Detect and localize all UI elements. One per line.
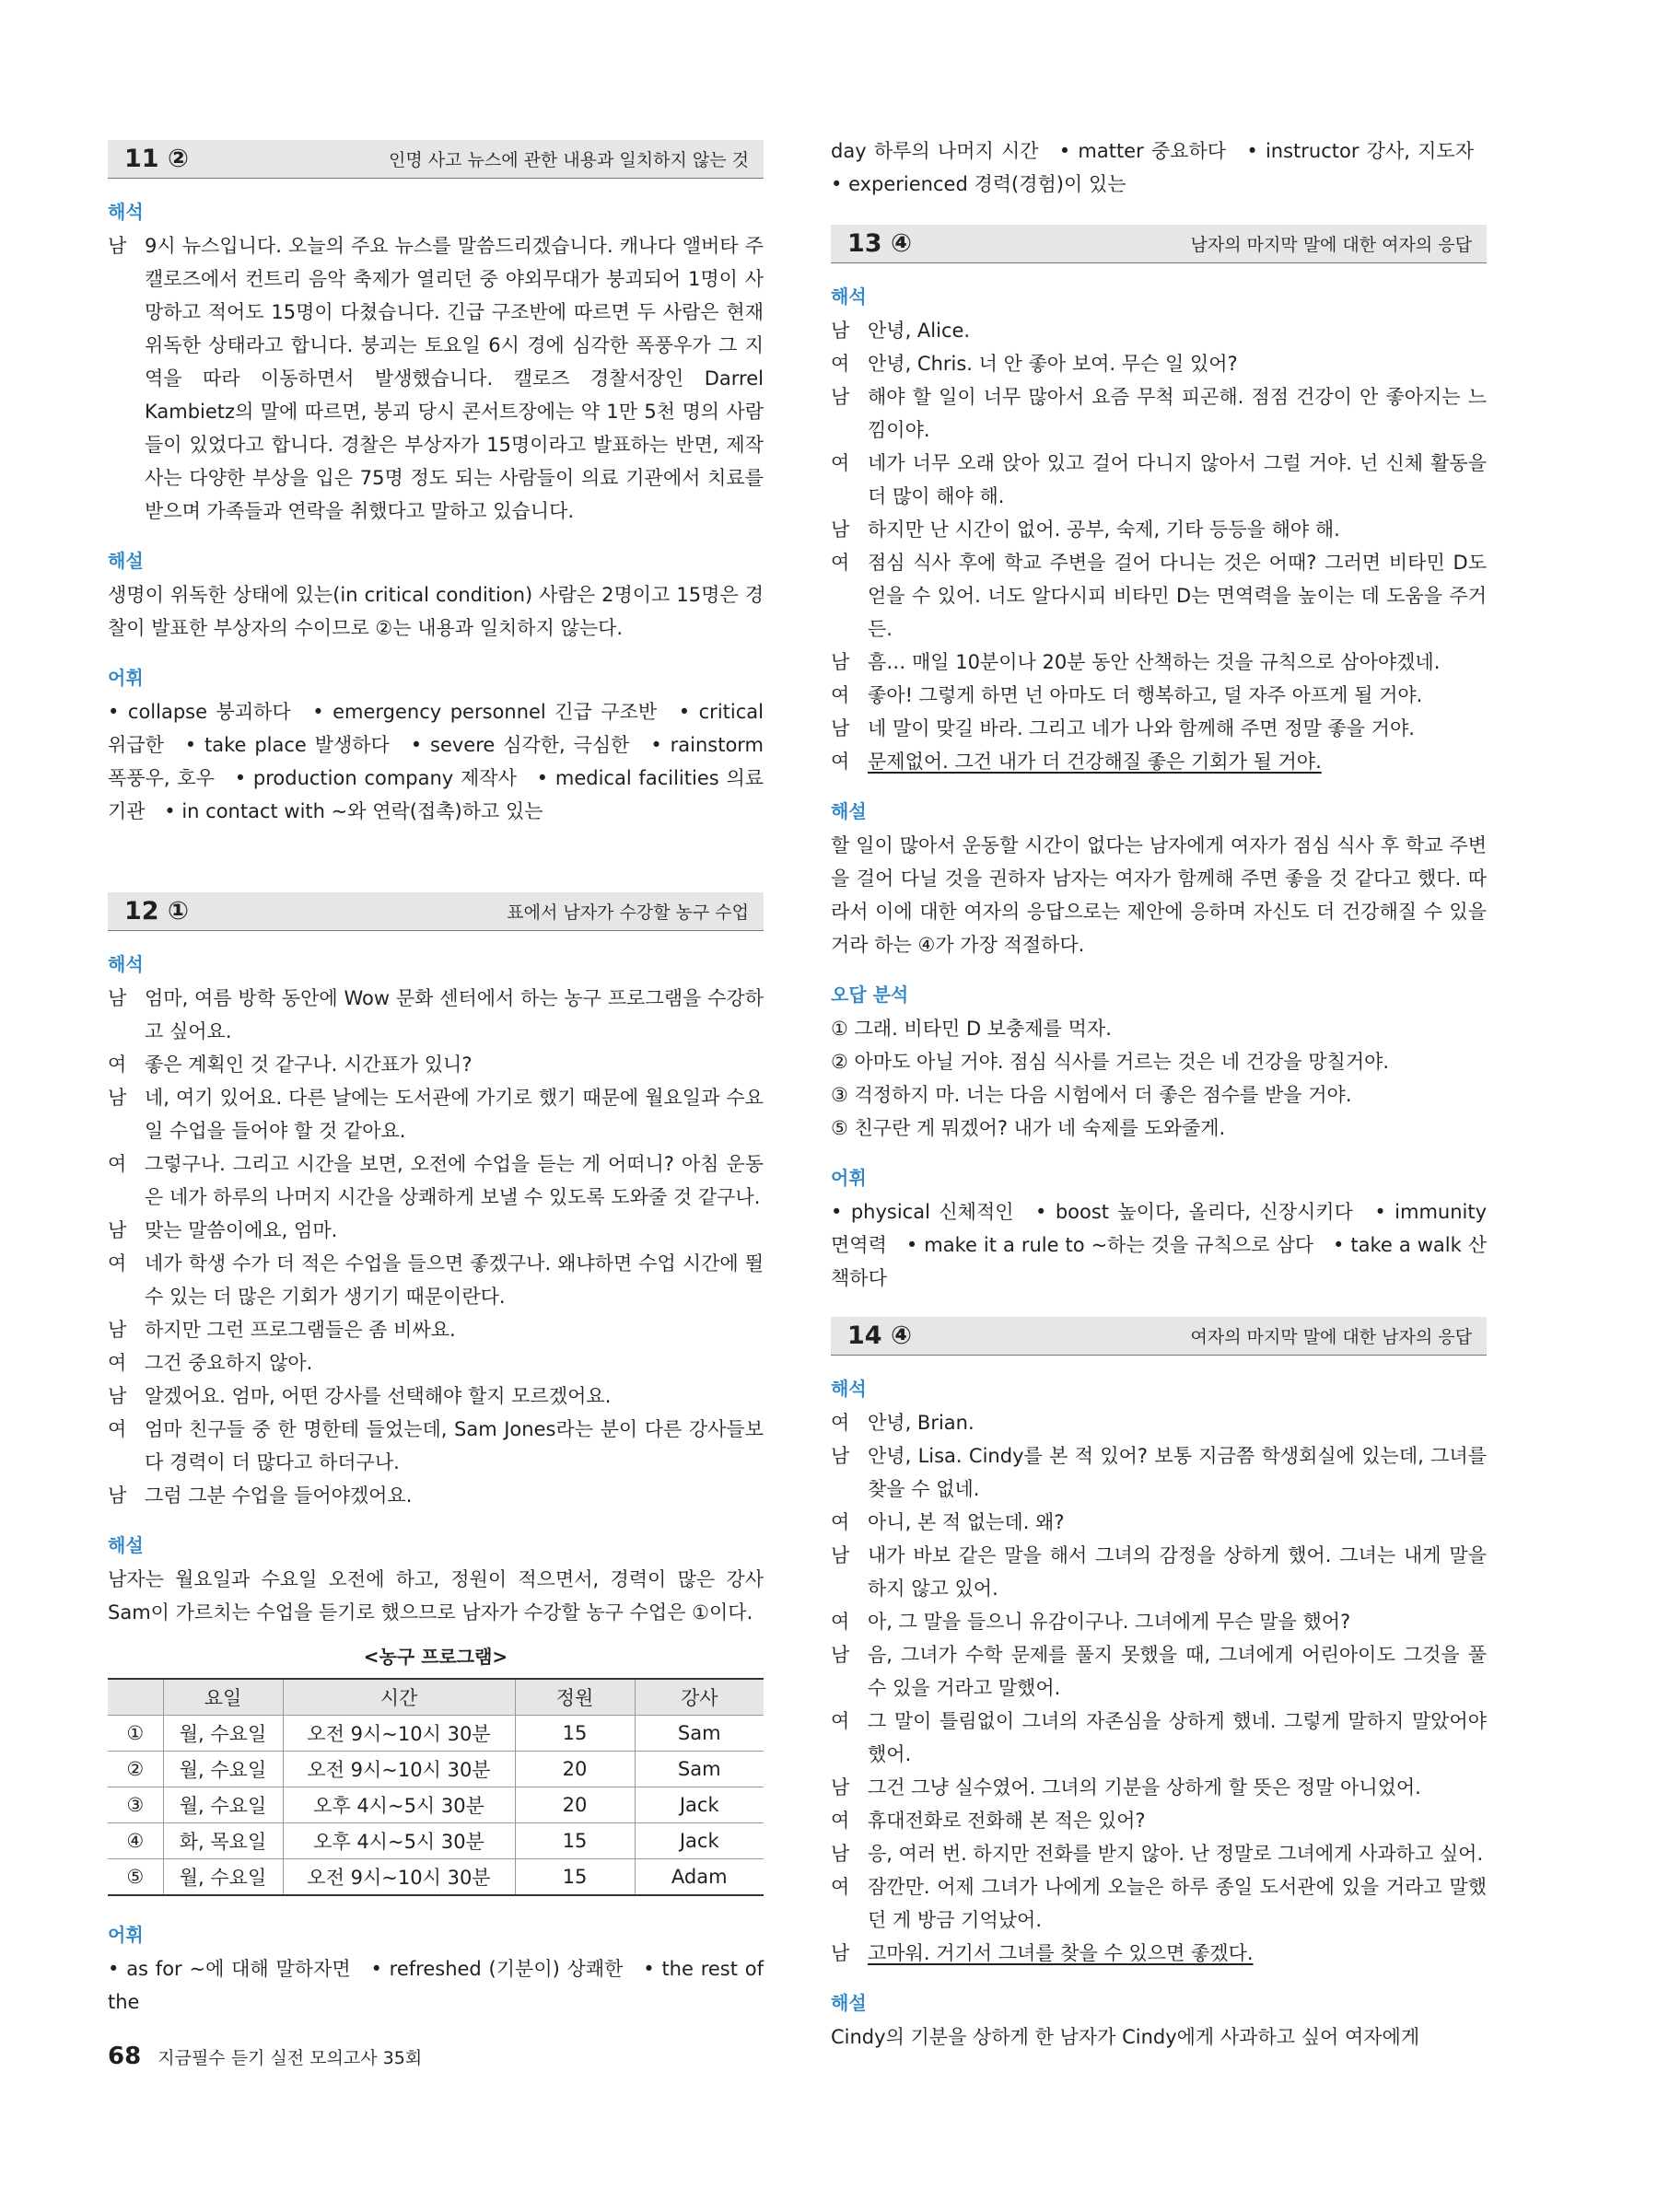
speaker: 남 [108,235,127,257]
q12-header [108,892,764,931]
dialogue-text: 아, 그 말을 들으니 유감이구나. 그녀에게 무슨 말을 했어? [868,1611,1351,1633]
wrong-option: ⑤ 친구란 게 뭐겠어? 내가 네 숙제를 도와줄게. [831,1117,1226,1139]
dialogue-line [831,546,1487,646]
dialogue-text: 점심 식사 후에 학교 주변을 걸어 다니는 것은 어때? 그러면 비타민 D도 얻을 수 있어. 너도 알다시피 비타민 D는 면역력을 높이는 데 도움을 주거든. [868,552,1487,640]
dialogue-line [831,1771,1487,1804]
dialogue-line [831,1937,1487,1970]
q12-explain-label: 해설 [108,1534,144,1556]
table-caption: <농구 프로그램> [363,1646,508,1668]
speaker: 남 [831,518,850,541]
speaker: 여 [108,1054,127,1076]
table-cell: ④ [108,1823,163,1859]
vocab-item: • severe 심각한, 극심한 [411,734,630,756]
q12-explain: 남자는 월요일과 수요일 오전에 하고, 정원이 적으면서, 경력이 많은 강사 Sam이 가르치는 수업을 듣기로 했으므로 남자가 수강할 농구 수업은 ①이다. [108,1568,764,1624]
dialogue-line [831,1605,1487,1638]
table-header-row [108,1679,764,1716]
dialogue-text: 그건 중요하지 않아. [145,1352,313,1374]
wrong-option: ② 아마도 아닐 거야. 점심 식사를 거르는 것은 네 건강을 망칠거야. [831,1051,1390,1073]
table-cell: 15 [515,1823,635,1859]
q13-header [831,225,1487,263]
vocab-item: • the rest of the [108,1958,764,2013]
q12-vocab-label: 어휘 [108,1924,144,1946]
vocab-item: • in contact with ~와 연락(접촉)하고 있는 [164,800,543,822]
table-header: 강사 [635,1679,764,1716]
q11-header [108,140,764,179]
dialogue-line [108,1346,764,1380]
left-column [108,140,764,2019]
speaker: 여 [831,1876,850,1898]
dialogue-text: 그 말이 틀림없이 그녀의 자존심을 상하게 했네. 그렇게 말하지 말았어야 했어. [868,1710,1487,1765]
speaker: 남 [831,1942,850,1964]
dialogue-line [108,1214,764,1247]
page-number: 68 [108,2043,142,2070]
vocab-item: • rainstorm 폭풍우, 호우 [108,734,764,789]
dialogue-text: 안녕, Alice. [868,320,971,342]
right-column [831,134,1487,2054]
table-cell: 20 [515,1787,635,1823]
answer-text: 고마워. 거기서 그녀를 찾을 수 있으면 좋겠다. [868,1942,1254,1964]
speaker: 여 [831,552,850,574]
table-header [108,1679,163,1716]
table-cell: 15 [515,1859,635,1896]
page-footer [108,2043,422,2070]
q11-title: 인명 사고 뉴스에 관한 내용과 일치하지 않는 것 [388,150,749,170]
table-cell: ⑤ [108,1859,163,1896]
speaker: 여 [831,1611,850,1633]
table-cell: 오전 9시~10시 30분 [283,1716,515,1752]
q13-wrong-list [831,1012,1487,1145]
wrong-option: ① 그래. 비타민 D 보충제를 먹자. [831,1018,1112,1040]
speaker: 남 [831,651,850,673]
table-row [108,1752,764,1787]
table-cell: 월, 수요일 [163,1859,283,1896]
q14-header [831,1317,1487,1356]
q13-title: 남자의 마지막 말에 대한 여자의 응답 [1190,235,1472,255]
dialogue-text: 하지만 난 시간이 없어. 공부, 숙제, 기타 등등을 해야 해. [868,518,1340,541]
q12-vocab-left [108,1952,764,2019]
speaker: 여 [108,1153,127,1175]
q12-dialogue [108,982,764,1512]
table-cell: ② [108,1752,163,1787]
dialogue-text: 네가 너무 오래 앉아 있고 걸어 다니지 않아서 그럴 거야. 넌 신체 활동을 더 많이 해야 해. [868,452,1487,507]
dialogue-line [108,229,764,528]
dialogue-text: 안녕, Lisa. Cindy를 본 적 있어? 보통 지금쯤 학생회실에 있는데, 그녀를 찾을 수 없네. [868,1445,1487,1500]
q14-translation-label: 해석 [831,1378,867,1400]
speaker: 여 [831,353,850,375]
table-cell: ① [108,1716,163,1752]
q13-dialogue [831,314,1487,778]
speaker: 여 [831,751,850,773]
vocab-item: • physical 신체적인 [831,1201,1014,1223]
table-cell: 오후 4시~5시 30분 [283,1787,515,1823]
dialogue-line [108,1380,764,1413]
q11-explain-label: 해설 [108,550,144,572]
dialogue-line [831,712,1487,745]
q11-explain: 생명이 위독한 상태에 있는(in critical condition) 사람은 2명이고 15명은 경찰이 발표한 부상자의 수이므로 ②는 내용과 일치하지 않는다. [108,584,764,639]
dialogue-text: 응, 여러 번. 하지만 전화를 받지 않아. 난 정말로 그녀에게 사과하고 싶어. [868,1843,1484,1865]
vocab-item: • medical facilities 의료 기관 [108,767,764,822]
q13-vocab [831,1195,1487,1295]
table-row [108,1787,764,1823]
speaker: 여 [831,1810,850,1832]
table-header: 시간 [283,1679,515,1716]
dialogue-text: 네가 학생 수가 더 적은 수업을 들으면 좋겠구나. 왜냐하면 수업 시간에 뛸 수 있는 더 많은 기회가 생기기 때문이란다. [145,1252,764,1308]
dialogue-line [831,1539,1487,1605]
dialogue-text: 그럼 그분 수업을 들어야겠어요. [145,1484,413,1507]
vocab-item: • instructor 강사, 지도자 [1246,140,1474,162]
speaker: 남 [831,1644,850,1666]
dialogue-text: 내가 바보 같은 말을 해서 그녀의 감정을 상하게 했어. 그녀는 내게 말을 하지 않고 있어. [868,1544,1487,1600]
book-title: 지금필수 듣기 실전 모의고사 35회 [158,2048,423,2068]
q11-number: 11 ② [124,145,189,173]
table-cell: 오전 9시~10시 30분 [283,1859,515,1896]
basketball-program-table [108,1678,764,1896]
vocab-item: • as for ~에 대해 말하자면 [108,1958,351,1980]
vocab-item: • boost 높이다, 올리다, 신장시키다 [1035,1201,1353,1223]
table-cell: 오전 9시~10시 30분 [283,1752,515,1787]
dialogue-line [831,447,1487,513]
table-row [108,1716,764,1752]
dialogue-line [831,1870,1487,1937]
table-cell: ③ [108,1787,163,1823]
speaker: 여 [831,684,850,706]
table-cell: Jack [635,1787,764,1823]
dialogue-line [831,314,1487,347]
table-cell: 오후 4시~5시 30분 [283,1823,515,1859]
q13-translation-label: 해석 [831,285,867,308]
dialogue-line [108,982,764,1048]
vocab-item: • experienced 경력(경험)이 있는 [831,173,1126,195]
vocab-item: • take a walk 산책하다 [831,1234,1487,1289]
dialogue-line [108,1147,764,1214]
dialogue-text: 엄마, 여름 방학 동안에 Wow 문화 센터에서 하는 농구 프로그램을 수강하고 싶어요. [145,987,764,1042]
speaker: 여 [831,1412,850,1434]
dialogue-line [831,1439,1487,1506]
speaker: 여 [831,452,850,474]
q13-wrong-label: 오답 분석 [831,984,909,1006]
dialogue-line [831,513,1487,546]
speaker: 여 [831,1710,850,1732]
speaker: 남 [831,1843,850,1865]
dialogue-line [108,1081,764,1147]
dialogue-text: 휴대전화로 전화해 본 적은 있어? [868,1810,1146,1832]
q11-vocab [108,695,764,828]
dialogue-line [831,679,1487,712]
dialogue-line [108,1247,764,1313]
dialogue-line [831,380,1487,447]
table-cell: 화, 목요일 [163,1823,283,1859]
speaker: 여 [108,1418,127,1440]
dialogue-text: 좋아! 그렇게 하면 넌 아마도 더 행복하고, 덜 자주 아프게 될 거야. [868,684,1423,706]
dialogue-line [831,1705,1487,1771]
vocab-item: day 하루의 나머지 시간 [831,140,1039,162]
dialogue-text: 안녕, Brian. [868,1412,975,1434]
dialogue-line [831,745,1487,778]
vocab-item: • emergency personnel 긴급 구조반 [312,701,657,723]
speaker: 여 [831,1511,850,1533]
speaker: 남 [831,1776,850,1799]
vocab-item: • make it a rule to ~하는 것을 규칙으로 삼다 [906,1234,1313,1256]
table-cell: Jack [635,1823,764,1859]
dialogue-text: 해야 할 일이 너무 많아서 요즘 무척 피곤해. 점점 건강이 안 좋아지는 느낌이야. [868,386,1487,441]
dialogue-text: 맞는 말씀이에요, 엄마. [145,1219,338,1241]
speaker: 여 [108,1252,127,1275]
dialogue-text: 그건 그냥 실수였어. 그녀의 기분을 상하게 할 뜻은 정말 아니었어. [868,1776,1421,1799]
speaker: 남 [108,987,127,1009]
dialogue-line [831,347,1487,380]
speaker: 남 [108,1484,127,1507]
q13-number: 13 ④ [847,229,912,258]
q12-vocab-continued [831,134,1487,201]
q14-explain: Cindy의 기분을 상하게 한 남자가 Cindy에게 사과하고 싶어 여자에게 [831,2026,1420,2048]
dialogue-line [831,1406,1487,1439]
vocab-item: • critical 위급한 [108,701,764,756]
q14-explain-label: 해설 [831,1992,867,2014]
dialogue-text: 하지만 그런 프로그램들은 좀 비싸요. [145,1319,456,1341]
speaker: 남 [831,1445,850,1467]
dialogue-text: 좋은 계획인 것 같구나. 시간표가 있니? [145,1054,473,1076]
answer-text: 문제없어. 그건 내가 더 건강해질 좋은 기회가 될 거야. [868,751,1322,773]
table-row [108,1823,764,1859]
dialogue-line [108,1413,764,1479]
dialogue-line [108,1048,764,1081]
dialogue-line [831,1506,1487,1539]
table-cell: Sam [635,1752,764,1787]
q14-dialogue [831,1406,1487,1970]
speaker: 여 [108,1352,127,1374]
speaker: 남 [831,717,850,739]
vocab-item: • refreshed (기분이) 상쾌한 [370,1958,623,1980]
dialogue-line [831,646,1487,679]
speaker: 남 [108,1385,127,1407]
dialogue-text: 안녕, Chris. 너 안 좋아 보여. 무슨 일 있어? [868,353,1238,375]
q12-translation-label: 해석 [108,953,144,975]
table-cell: 20 [515,1752,635,1787]
q11-vocab-label: 어휘 [108,667,144,689]
q13-explain: 할 일이 많아서 운동할 시간이 없다는 남자에게 여자가 점심 식사 후 학교 주변을 걸어 다닐 것을 권하자 남자는 여자가 함께해 주면 좋을 것 같다고 했다. 따라서 이에 대한 여자의 응답으로는 제안에 응하며 자신도 더 건강해질 수 있을 거라 하는 ④가 가장 적절하다. [831,834,1487,956]
dialogue-text: 잠깐만. 어제 그녀가 나에게 오늘은 하루 종일 도서관에 있을 거라고 말했던 게 방금 기억났어. [868,1876,1487,1931]
speaker: 남 [108,1087,127,1109]
q14-title: 여자의 마지막 말에 대한 남자의 응답 [1190,1327,1472,1347]
speaker: 남 [831,320,850,342]
dialogue-text: 엄마 친구들 중 한 명한테 들었는데, Sam Jones라는 분이 다른 강사들보다 경력이 더 많다고 하더구나. [145,1418,764,1473]
table-header: 정원 [515,1679,635,1716]
speaker: 남 [831,386,850,408]
vocab-item: • immunity 면역력 [831,1201,1487,1256]
wrong-option: ③ 걱정하지 마. 너는 다음 시험에서 더 좋은 점수를 받을 거야. [831,1084,1352,1106]
dialogue-text: 그렇구나. 그리고 시간을 보면, 오전에 수업을 듣는 게 어떠니? 아침 운동은 네가 하루의 나머지 시간을 상쾌하게 보낼 수 있도록 도와줄 것 같구나. [145,1153,764,1208]
vocab-item: • production company 제작사 [235,767,517,789]
vocab-item: • matter 중요하다 [1059,140,1226,162]
dialogue-line [108,1479,764,1512]
speaker: 남 [831,1544,850,1566]
vocab-item: • take place 발생하다 [185,734,390,756]
table-cell: Sam [635,1716,764,1752]
table-cell: 월, 수요일 [163,1752,283,1787]
q12-title: 표에서 남자가 수강할 농구 수업 [507,902,749,923]
speaker: 남 [108,1219,127,1241]
dialogue-text: 네 말이 맞길 바라. 그리고 네가 나와 함께해 주면 정말 좋을 거야. [868,717,1415,739]
table-header: 요일 [163,1679,283,1716]
table-cell: 15 [515,1716,635,1752]
q13-explain-label: 해설 [831,800,867,822]
dialogue-text: 아니, 본 적 없는데. 왜? [868,1511,1065,1533]
q11-dialogue [108,229,764,528]
dialogue-line [831,1804,1487,1837]
dialogue-line [831,1638,1487,1705]
table-cell: 월, 수요일 [163,1716,283,1752]
q12-number: 12 ① [124,897,189,926]
dialogue-text: 흠… 매일 10분이나 20분 동안 산책하는 것을 규칙으로 삼아야겠네. [868,651,1441,673]
dialogue-text: 음, 그녀가 수학 문제를 풀지 못했을 때, 그녀에게 어린아이도 그것을 풀 수 있을 거라고 말했어. [868,1644,1487,1699]
q13-vocab-label: 어휘 [831,1167,867,1189]
dialogue-line [108,1313,764,1346]
dialogue-text: 네, 여기 있어요. 다른 날에는 도서관에 가기로 했기 때문에 월요일과 수요일 수업을 들어야 할 것 같아요. [145,1087,764,1142]
q11-translation-label: 해석 [108,201,144,223]
dialogue-text: 알겠어요. 엄마, 어떤 강사를 선택해야 할지 모르겠어요. [145,1385,612,1407]
vocab-item: • collapse 붕괴하다 [108,701,291,723]
dialogue-line [831,1837,1487,1870]
dialogue-text: 9시 뉴스입니다. 오늘의 주요 뉴스를 말씀드리겠습니다. 캐나다 앨버타 주 캘로즈에서 컨트리 음악 축제가 열리던 중 야외무대가 붕괴되어 1명이 사망하고 적어도 15명이 다쳤습니다. 긴급 구조반에 따르면 두 사람은 현재 위독한 상태라고 합니다. 붕괴는 토요일 6시 경에 심각한 폭풍우가 그 지역을 따라 이동하면서 발생했습니다. 캘로즈 경찰서장인 Darrel Kambietz의 말에 따르면, 붕괴 당시 콘서트장에는 약 1만 5천 명의 사람들이 있었다고 합니다. 경찰은 부상자가 15명이라고 발표하는 반면, 제작사는 다양한 부상을 입은 75명 정도 되는 사람들이 의료 기관에서 치료를 받으며 가족들과 연락을 취했다고 말하고 있습니다. [145,235,764,522]
table-cell: 월, 수요일 [163,1787,283,1823]
table-row [108,1859,764,1896]
q14-number: 14 ④ [847,1321,912,1350]
table-cell: Adam [635,1859,764,1896]
speaker: 남 [108,1319,127,1341]
